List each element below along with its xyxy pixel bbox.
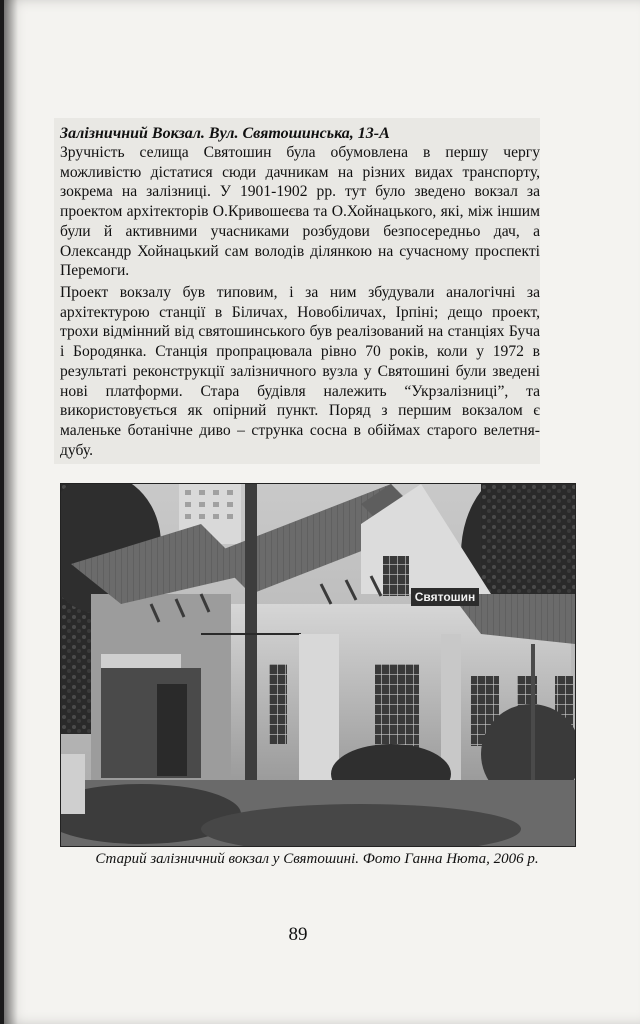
station-photo [60, 483, 576, 847]
paragraph-1: Зручність селища Святошин була обумовлена в першу чергу можливістю дістатися сюди дачникам на різних видах транспорту, зокрема на залізниці. У 1901-1902 рр. тут було зведено вокзал за проектом архітекторів О.Кривошеєва та О.Хойнацького, які, між іншим були й активними учасниками розбудови безпосередньо дач, а Олександр Хойнацький сам володів ділянкою на сучасному проспекті Перемоги. [60, 144, 540, 280]
paragraph-2: Проект вокзалу був типовим, і за ним збудували аналогічні за архітектурою станції в Біличах, Новобіличах, Ірпіні; дещо проект, трохи відмінний від святошинського був реалізований на станціях Буча і Бородянка. Станція пропрацювала рівно 70 років, коли у 1972 в результаті реконструкції залізничного вузла у Святошині були зведені нові платформи. Стара будівля належить “Укрзалізниці”, та використовується як опірний пункт. Поряд з першим вокзалом є маленьке ботанічне диво – струнка сосна в обіймах старого велетня-дубу. [60, 284, 540, 459]
page-number: 89 [288, 924, 308, 945]
section-heading: Залізничний Вокзал. Вул. Святошинська, 13-А [60, 125, 390, 142]
station-photo-illustration [61, 484, 575, 846]
spine-shadow [4, 0, 18, 1024]
station-sign: Святошин [414, 590, 476, 604]
photo-caption: Старий залізничний вокзал у Святошині. Фото Ганна Нюта, 2006 р. [95, 851, 539, 867]
